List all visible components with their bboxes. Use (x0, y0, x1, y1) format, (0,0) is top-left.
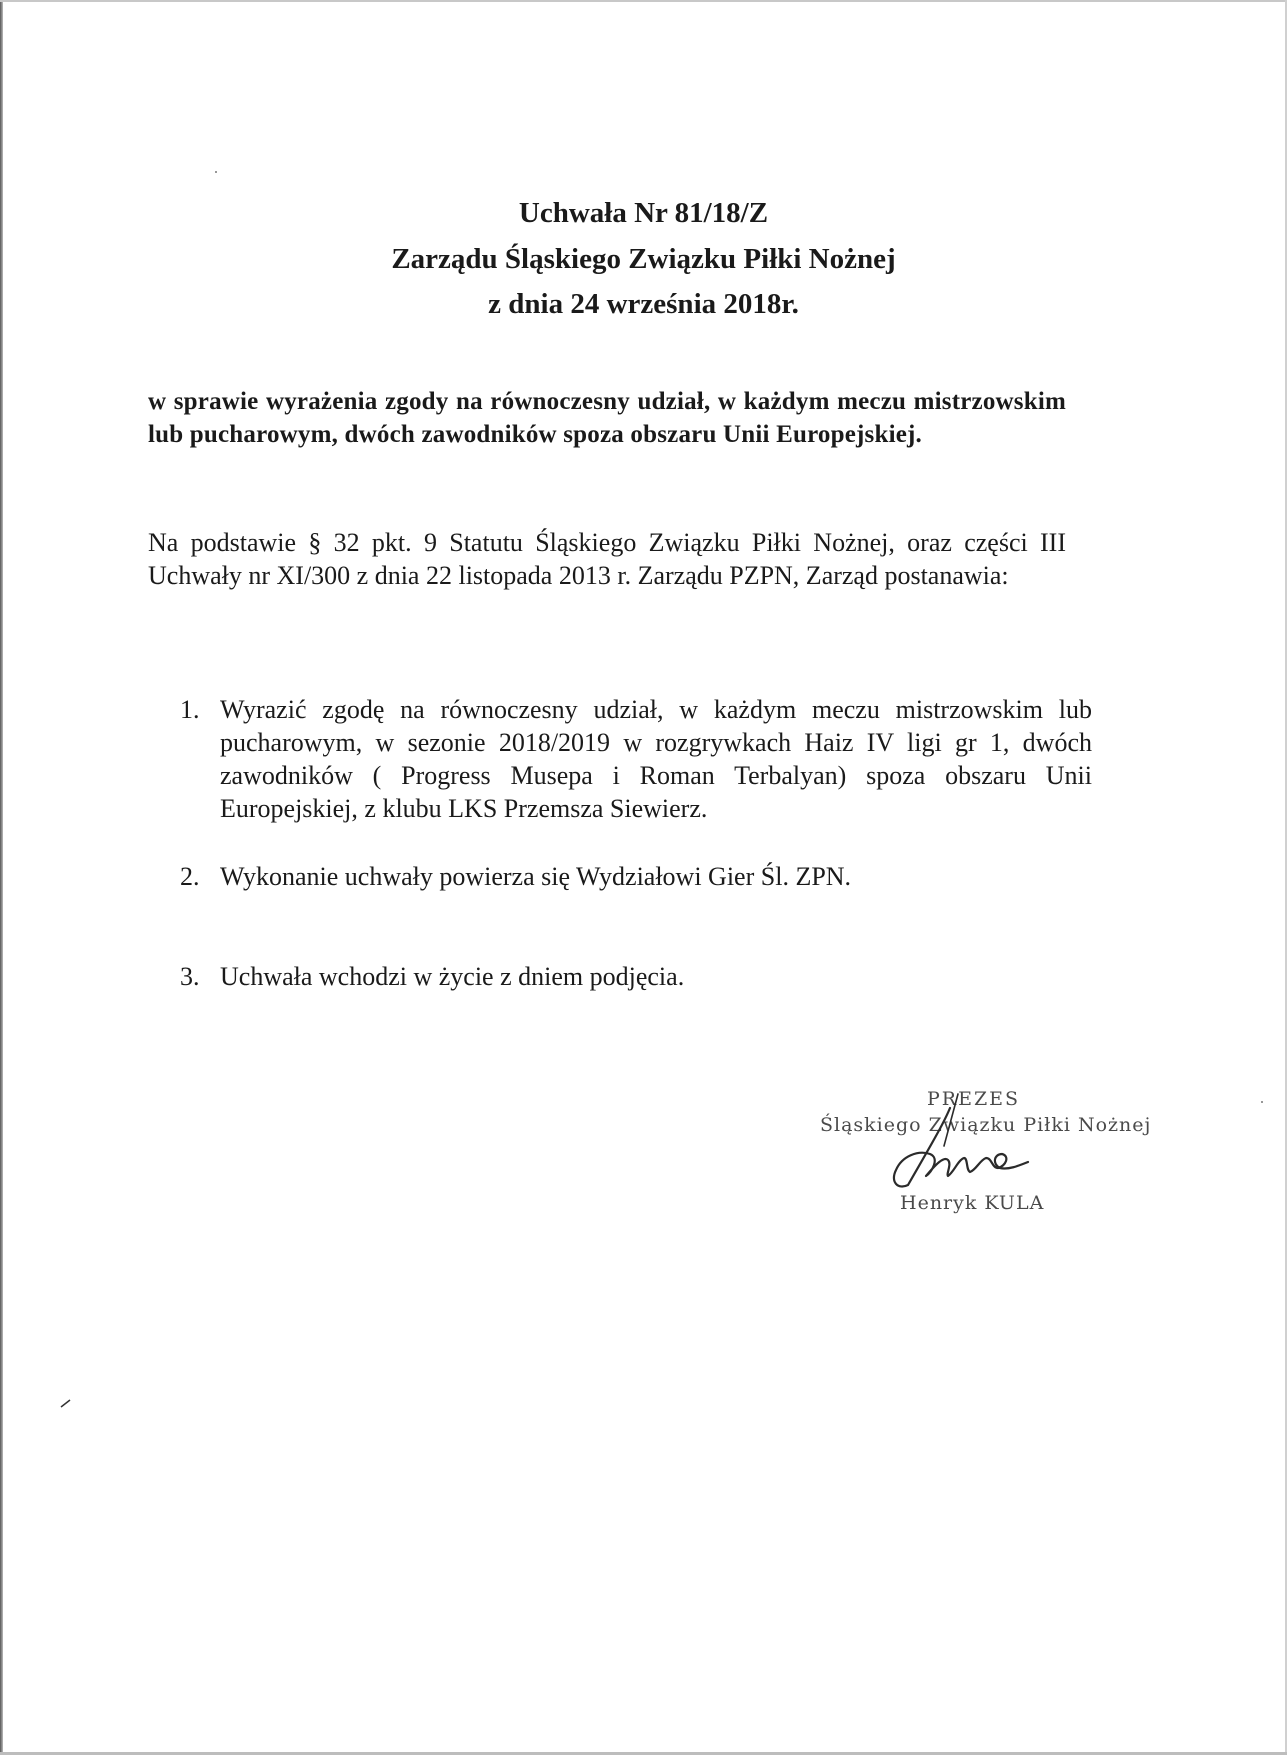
item-text: Wyrazić zgodę na równoczesny udział, w każdym meczu mistrzowskim lub pucharowym, w sezonie 2018/2019 w rozgrywkach Haiz IV ligi gr 1, dwóch zawodników ( Progress Musepa i Roman Terbalyan) spoza obszaru Unii Europejskiej, z klubu LKS Przemsza Siewierz. (220, 695, 1092, 823)
resolution-item (180, 960, 1092, 993)
stamp-organization: Śląskiego Związku Piłki Nożnej (820, 1114, 1152, 1136)
item-number: 2. (180, 862, 200, 891)
resolution-item (180, 860, 1092, 893)
handwritten-signature (888, 1090, 1058, 1200)
scan-dot (1260, 1100, 1264, 1104)
resolution-authority: Zarządu Śląskiego Związku Piłki Nożnej (391, 243, 896, 275)
resolution-item (180, 693, 1092, 825)
resolution-subject: w sprawie wyrażenia zgody na równoczesny udział, w każdym meczu mistrzowskim lub pucharowym, dwóch zawodników spoza obszaru Unii Europejskiej. (148, 388, 1066, 448)
scan-dot (214, 170, 218, 174)
scan-edge-top (0, 0, 1287, 2)
item-number: 1. (180, 695, 200, 724)
resolution-date: z dnia 24 września 2018r. (488, 288, 799, 320)
stamp-title: PREZES (927, 1088, 1021, 1110)
legal-basis: Na podstawie § 32 pkt. 9 Statutu Śląskiego Związku Piłki Nożnej, oraz części III Uchwały nr XI/300 z dnia 22 listopada 2013 r. Zarządu PZPN, Zarząd postanawia: (148, 528, 1066, 590)
stamp-name: Henryk KULA (900, 1192, 1045, 1214)
scan-mark (60, 1398, 72, 1408)
item-number: 3. (180, 962, 200, 991)
item-text: Wykonanie uchwały powierza się Wydziałowi Gier Śl. ZPN. (220, 862, 852, 891)
resolution-number: Uchwała Nr 81/18/Z (518, 197, 769, 229)
item-text: Uchwała wchodzi w życie z dniem podjęcia. (220, 962, 685, 991)
